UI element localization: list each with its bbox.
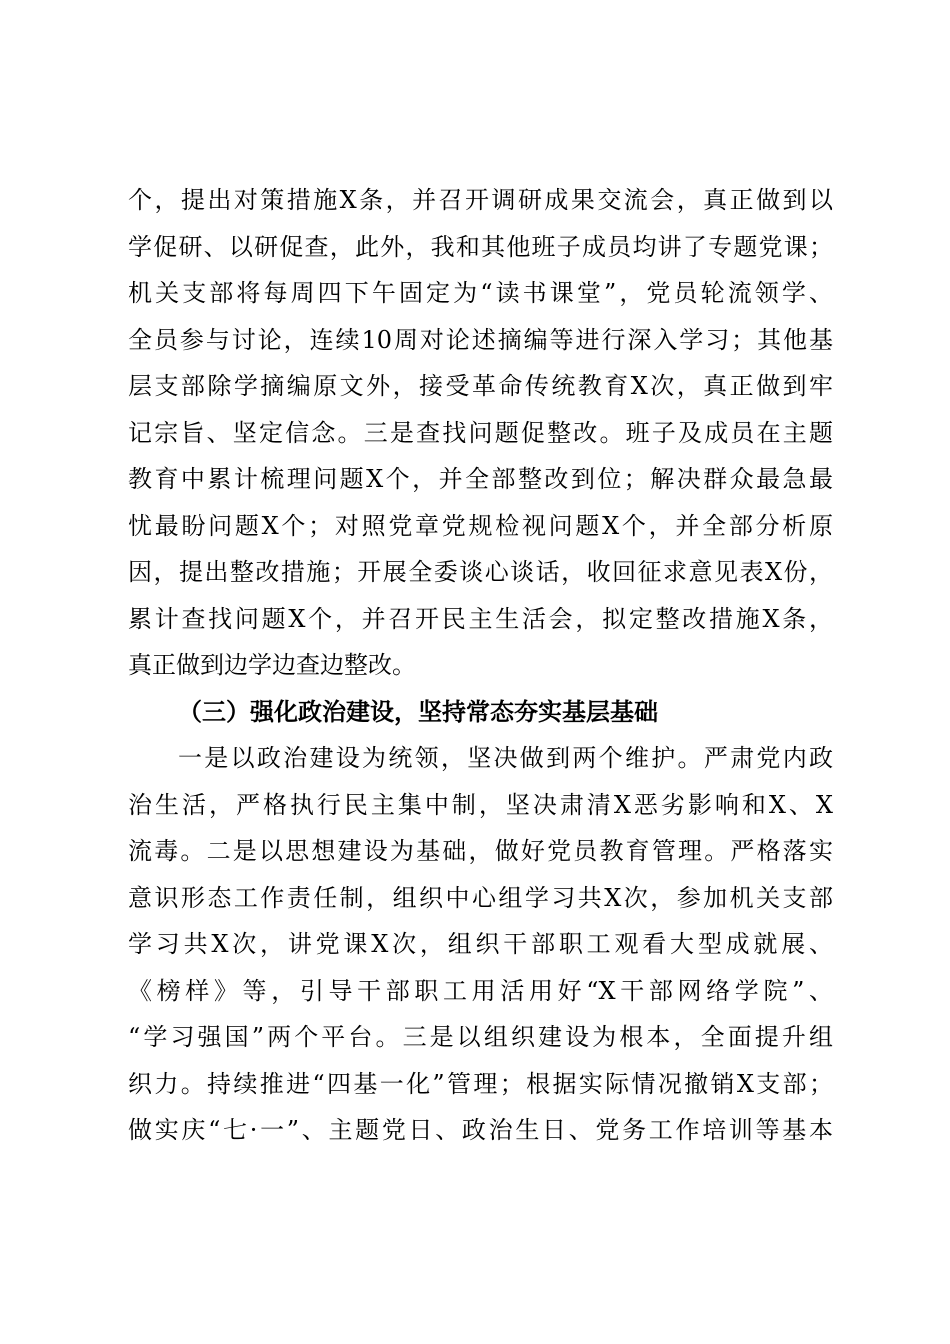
- paragraph-1-line: 记宗旨、坚定信念。三是查找问题促整改。班子及成员在主题: [128, 419, 833, 447]
- paragraph-2-line: 一是以政治建设为统领，坚决做到两个维护。严肃党内政: [178, 744, 833, 772]
- paragraph-1-line: 机关支部将每周四下午固定为“读书课堂”，党员轮流领学、: [128, 279, 833, 307]
- paragraph-2-line: 织力。持续推进“四基一化”管理；根据实际情况撤销X支部；: [128, 1070, 833, 1098]
- paragraph-2-line: 治生活，严格执行民主集中制，坚决肃清X恶劣影响和X、X: [128, 791, 833, 819]
- paragraph-1-line: 累计查找问题X个，并召开民主生活会，拟定整改措施X条，: [128, 605, 833, 633]
- paragraph-2-line: 流毒。二是以思想建设为基础，做好党员教育管理。严格落实: [128, 837, 833, 865]
- paragraph-2-line: “学习强国”两个平台。三是以组织建设为根本，全面提升组: [128, 1023, 833, 1051]
- paragraph-1-line: 全员参与讨论，连续10周对论述摘编等进行深入学习；其他基: [128, 326, 833, 354]
- paragraph-1-line: 层支部除学摘编原文外，接受革命传统教育X次，真正做到牢: [128, 372, 833, 400]
- section-heading: （三）强化政治建设，坚持常态夯实基层基础: [178, 697, 658, 726]
- paragraph-1-line: 个，提出对策措施X条，并召开调研成果交流会，真正做到以: [128, 186, 833, 214]
- paragraph-1-line: 因，提出整改措施；开展全委谈心谈话，收回征求意见表X份，: [128, 558, 833, 586]
- paragraph-1-line: 真正做到边学边查边整改。: [128, 651, 416, 679]
- paragraph-2-line: 意识形态工作责任制，组织中心组学习共X次，参加机关支部: [128, 884, 833, 912]
- paragraph-1-line: 忧最盼问题X个；对照党章党规检视问题X个，并全部分析原: [128, 512, 833, 540]
- paragraph-1-line: 学促研、以研促查，此外，我和其他班子成员均讲了专题党课；: [128, 233, 833, 261]
- paragraph-2-line: 《榜样》等，引导干部职工用活用好“X干部网络学院”、: [128, 977, 833, 1005]
- paragraph-2-line: 学习共X次，讲党课X次，组织干部职工观看大型成就展、: [128, 930, 833, 958]
- paragraph-1-line: 教育中累计梳理问题X个，并全部整改到位；解决群众最急最: [128, 465, 833, 493]
- paragraph-2-line: 做实庆“七·一”、主题党日、政治生日、党务工作培训等基本: [128, 1116, 833, 1144]
